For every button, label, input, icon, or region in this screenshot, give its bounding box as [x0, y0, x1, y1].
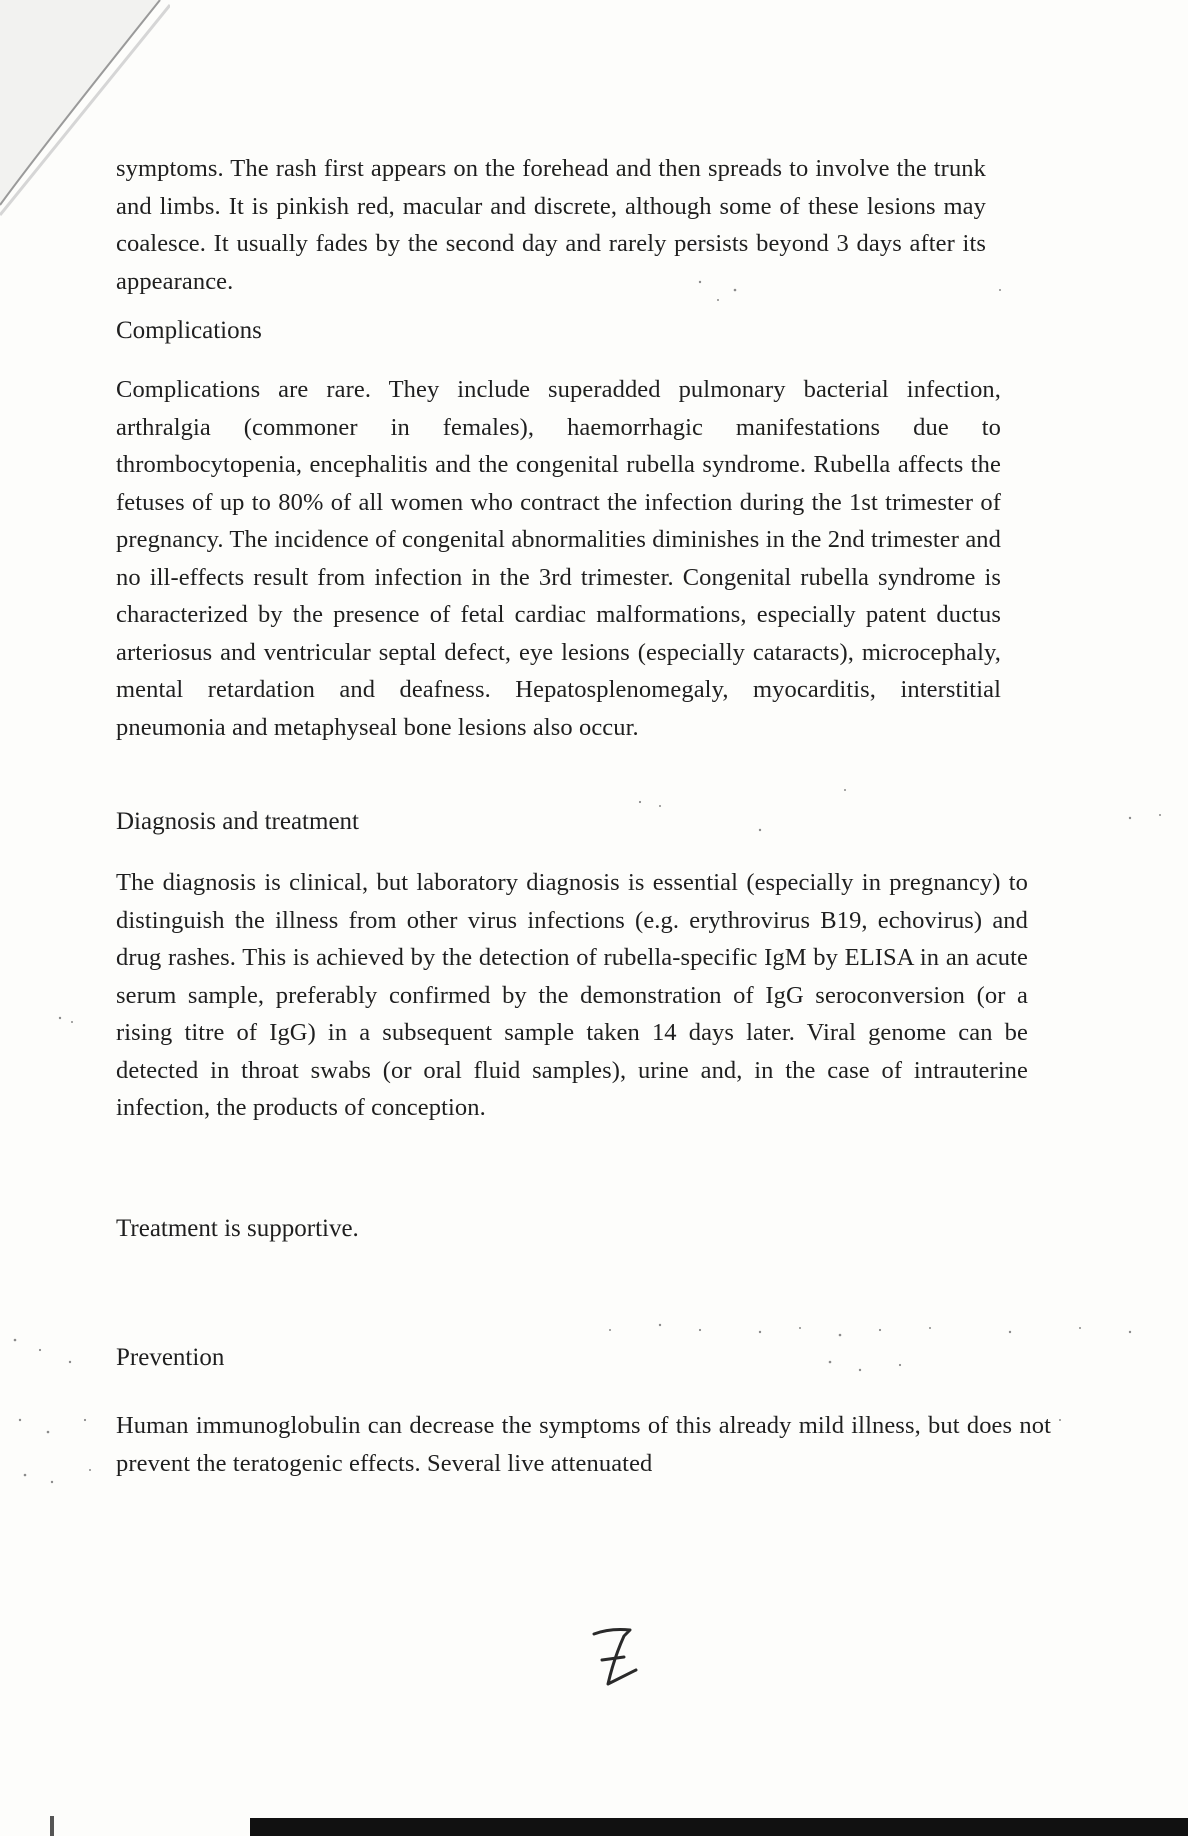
diagnosis-heading: Diagnosis and treatment — [116, 808, 359, 835]
scan-bottom-shadow — [250, 1818, 1188, 1836]
treatment-line: Treatment is supportive. — [116, 1215, 359, 1242]
page-number — [580, 1620, 660, 1700]
complications-paragraph: Complications are rare. They include superadded pulmonary bacterial infection, arthralgia (commoner in females), haemorrhagic manifestations due to thrombocytopenia, encephalitis and the congenital rubella syndrome. Rubella affects the fetuses of up to 80% of all women who contract the infection during the 1st trimester of pregnancy. The incidence of congenital abnormalities diminishes in the 2nd trimester and no ill-effects result from infection in the 3rd trimester. Congenital rubella syndrome is characterized by the presence of fetal cardiac malformations, especially patent ductus arteriosus and ventricular septal defect, eye lesions (especially cataracts), microcephaly, mental retardation and deafness. Hepatosplenomegaly, myocarditis, interstitial pneumonia and metaphyseal bone lesions also occur. — [116, 376, 1001, 741]
complications-heading: Complications — [116, 317, 262, 344]
prevention-paragraph: Human immunoglobulin can decrease the symptoms of this already mild illness, but does not prevent the teratogenic effects. Several live attenuated — [116, 1412, 1051, 1477]
intro-paragraph: symptoms. The rash first appears on the forehead and then spreads to involve the trunk and limbs. It is pinkish red, macular and discrete, although some of these lesions may coalesce. It usually fades by the second day and rarely persists beyond 3 days after its appearance. — [116, 155, 986, 295]
prevention-heading: Prevention — [116, 1344, 225, 1371]
diagnosis-paragraph: The diagnosis is clinical, but laboratory diagnosis is essential (especially in pregnancy) to distinguish the illness from other virus infections (e.g. erythrovirus B19, echovirus) and drug rashes. This is achieved by the detection of rubella-specific IgM by ELISA in an acute serum sample, preferably confirmed by the demonstration of IgG seroconversion (or a rising titre of IgG) in a subsequent sample taken 14 days later. Viral genome can be detected in throat swabs (or oral fluid samples), urine and, in the case of intrauterine infection, the products of conception. — [116, 869, 1028, 1121]
handwritten-page-number — [580, 1620, 660, 1700]
scan-edge-mark — [50, 1816, 54, 1836]
